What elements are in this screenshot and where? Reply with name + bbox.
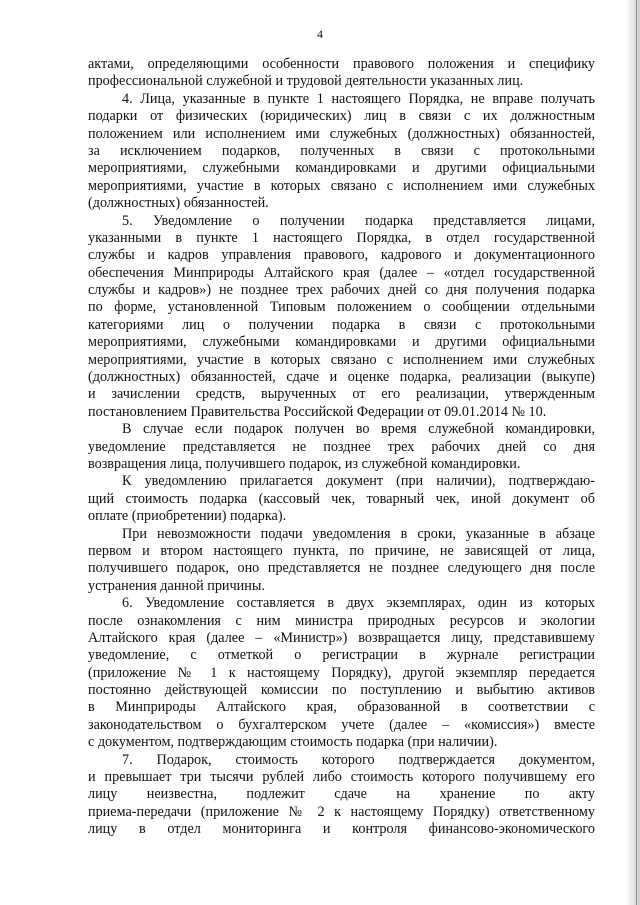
paragraph-attachment bbox=[88, 473, 595, 525]
text-line: мероприятиями, служебными командировками и другими официальными bbox=[88, 334, 595, 351]
text-line: мероприятиями, участие в которых связано с исполнением ими служебных bbox=[88, 351, 595, 368]
text-line: (должностных) обязанностей, сдаче и оценке подарка, реализации (выкупе) bbox=[88, 369, 595, 386]
text-line: категориями лиц о получении подарка в связи с протокольными bbox=[88, 316, 595, 333]
text-line: оплате (приобретении) подарка). bbox=[88, 508, 287, 525]
text-line: постоянно действующей комиссии по поступлению и выбытию активов bbox=[88, 682, 595, 699]
text-line: устранения данной причины. bbox=[88, 577, 265, 594]
paragraph-item-5 bbox=[88, 213, 595, 422]
text-line: после ознакомления с ним министра природных ресурсов и экологии bbox=[88, 612, 595, 629]
text-line: постановлением Правительства Российской Федерации от 09.01.2014 № 10. bbox=[88, 403, 547, 420]
text-line: уведомление, с отметкой о регистрации в журнале регистрации bbox=[88, 647, 595, 664]
text-line: 5. Уведомление о получении подарка представляется лицами, bbox=[122, 212, 595, 229]
text-line: службы и кадров управления правового, кадрового и документационного bbox=[88, 247, 595, 264]
paragraph-impossibility bbox=[88, 526, 595, 596]
text-line: возвращения лица, получившего подарок, из служебной командировки. bbox=[88, 455, 521, 472]
text-line: 7. Подарок, стоимость которого подтверждается документом, bbox=[122, 751, 595, 768]
text-line: лицу в отдел мониторинга и контроля финансово-экономического bbox=[88, 821, 595, 838]
text-line: за исключением подарков, полученных в связи с протокольными bbox=[88, 142, 595, 159]
page-number: 4 bbox=[317, 27, 323, 41]
text-line: положением или исполнением ими служебных (должностных) обязанностей, bbox=[88, 125, 595, 142]
text-line: указанными в пункте 1 настоящего Порядка, в отдел государственной bbox=[88, 229, 595, 246]
text-line: подарки от физических (юридических) лиц в связи с их должностным bbox=[88, 108, 595, 125]
text-line: приема-передачи (приложение № 2 к настоящему Порядку) ответственному bbox=[88, 803, 595, 820]
document-body bbox=[88, 56, 595, 839]
paragraph-item-7 bbox=[88, 752, 595, 839]
text-line: 6. Уведомление составляется в двух экземплярах, один из которых bbox=[122, 595, 595, 612]
text-line: уведомление представляется не позднее трех рабочих дней со дня bbox=[88, 438, 595, 455]
text-line: мероприятиями, служебными командировками и другими официальными bbox=[88, 160, 595, 177]
text-line: В случае если подарок получен во время служебной командировки, bbox=[122, 421, 595, 438]
scan-edge-line bbox=[636, 0, 637, 905]
text-line: обеспечения Минприроды Алтайского края (далее – «отдел государственной bbox=[88, 264, 595, 281]
text-line: в Минприроды Алтайского края, образованной в соответствии с bbox=[88, 699, 595, 716]
text-line: актами, определяющими особенности правового положения и специфику bbox=[88, 56, 595, 72]
text-line: К уведомлению прилагается документ (при наличии), подтверждаю- bbox=[122, 473, 595, 490]
paragraph-business-trip bbox=[88, 421, 595, 473]
text-line: 4. Лица, указанные в пункте 1 настоящего Порядка, не вправе получать bbox=[122, 90, 595, 107]
text-line: (должностных) обязанностей. bbox=[88, 195, 269, 212]
text-line: по форме, установленной Типовым положением о сообщении отдельными bbox=[88, 299, 595, 316]
text-line: Алтайского края (далее – «Министр») возвращается лицу, представившему bbox=[88, 629, 595, 646]
paragraph-item-6 bbox=[88, 595, 595, 752]
text-line: и зачислении средств, вырученных от его реализации, утвержденным bbox=[88, 386, 595, 403]
paragraph-continuation bbox=[88, 56, 595, 91]
text-line: службы и кадров») не позднее трех рабочих дней со дня получения подарка bbox=[88, 282, 595, 299]
text-line: с документом, подтверждающим стоимость подарка (при наличии). bbox=[88, 734, 498, 751]
text-line: профессиональной служебной и трудовой деятельности указанных лиц. bbox=[88, 73, 524, 90]
text-line: (приложение № 1 к настоящему Порядку), другой экземпляр передается bbox=[88, 664, 595, 681]
text-line: мероприятиями, участие в которых связано с исполнением ими служебных bbox=[88, 177, 595, 194]
text-line: и превышает три тысячи рублей либо стоимость которого получившему его bbox=[88, 769, 595, 786]
text-line: При невозможности подачи уведомления в сроки, указанные в абзаце bbox=[122, 525, 595, 542]
text-line: получившего подарок, оно представляется не позднее следующего дня после bbox=[88, 560, 595, 577]
text-line: лицу неизвестна, подлежит сдаче на хранение по акту bbox=[88, 786, 595, 803]
text-line: законодательством о бухгалтерском учете (далее – «комиссия») вместе bbox=[88, 716, 595, 733]
text-line: щий стоимость подарка (кассовый чек, товарный чек, иной документ об bbox=[88, 490, 595, 507]
scan-edge-shadow bbox=[626, 0, 640, 905]
text-line: первом и втором настоящего пункта, по причине, не зависящей от лица, bbox=[88, 542, 595, 559]
paragraph-item-4 bbox=[88, 91, 595, 213]
